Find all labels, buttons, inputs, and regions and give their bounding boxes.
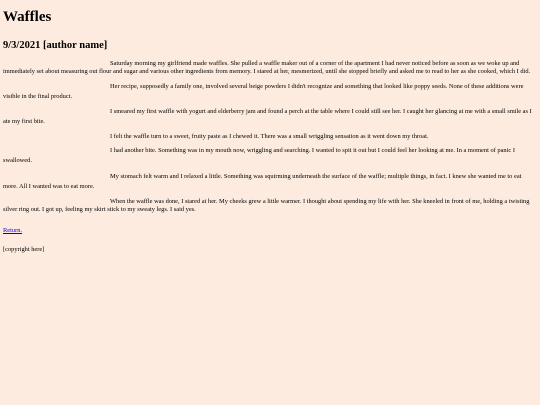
story-paragraph: I felt the waffle turn to a sweet, fruity paste as I chewed it. There was a small wriggling sensation as it went down my throat. (110, 132, 429, 140)
story-body (3, 60, 537, 214)
page (0, 8, 540, 253)
story-paragraph: I smeared my first waffle with yogurt and elderberry jam and found a perch at the table where I could still see her. I caught her glancing at me with a small smile as I ate my first bite. (3, 108, 532, 126)
story-paragraph: I had another bite. Something was in my mouth now, wriggling and searching. I wanted to spit it out but I could feel her looking at me. In a moment of panic I swallowed. (3, 147, 515, 165)
return-link[interactable]: Return. (3, 227, 22, 235)
story-paragraph: Her recipe, supposedly a family one, involved several beige powders I didn't recognize and something that looked like poppy seeds. None of these additions were visible in the final product. (3, 82, 524, 100)
story-paragraph: When the waffle was done, I stared at her. My cheeks grew a little warmer. I thought about spending my life with her. She kneeled in front of me, holding a twisting silver ring out. I got up, feeling my skirt stick to my sweaty legs. I said yes. (3, 197, 530, 213)
story-paragraph: My stomach felt warm and I relaxed a little. Something was squirming underneath the surface of the waffle; multiple things, in fact. I knew she wanted me to eat more. All I wanted was to eat more. (3, 172, 522, 190)
date-author-heading: 9/3/2021 [author name] (3, 40, 108, 51)
page-title: Waffles (3, 9, 52, 25)
copyright-text: [copyright here] (3, 246, 45, 254)
story-paragraph: Saturday morning my girlfriend made waffles. She pulled a waffle maker out of a corner of the apartment I had never noticed before as soon as we woke up and immediately set about measuring out flour and sugar and various other ingredients from memory. I stared at her, mesmerized, until she stopped briefly and asked me to read to her as she cooked, which I did. (3, 60, 531, 75)
